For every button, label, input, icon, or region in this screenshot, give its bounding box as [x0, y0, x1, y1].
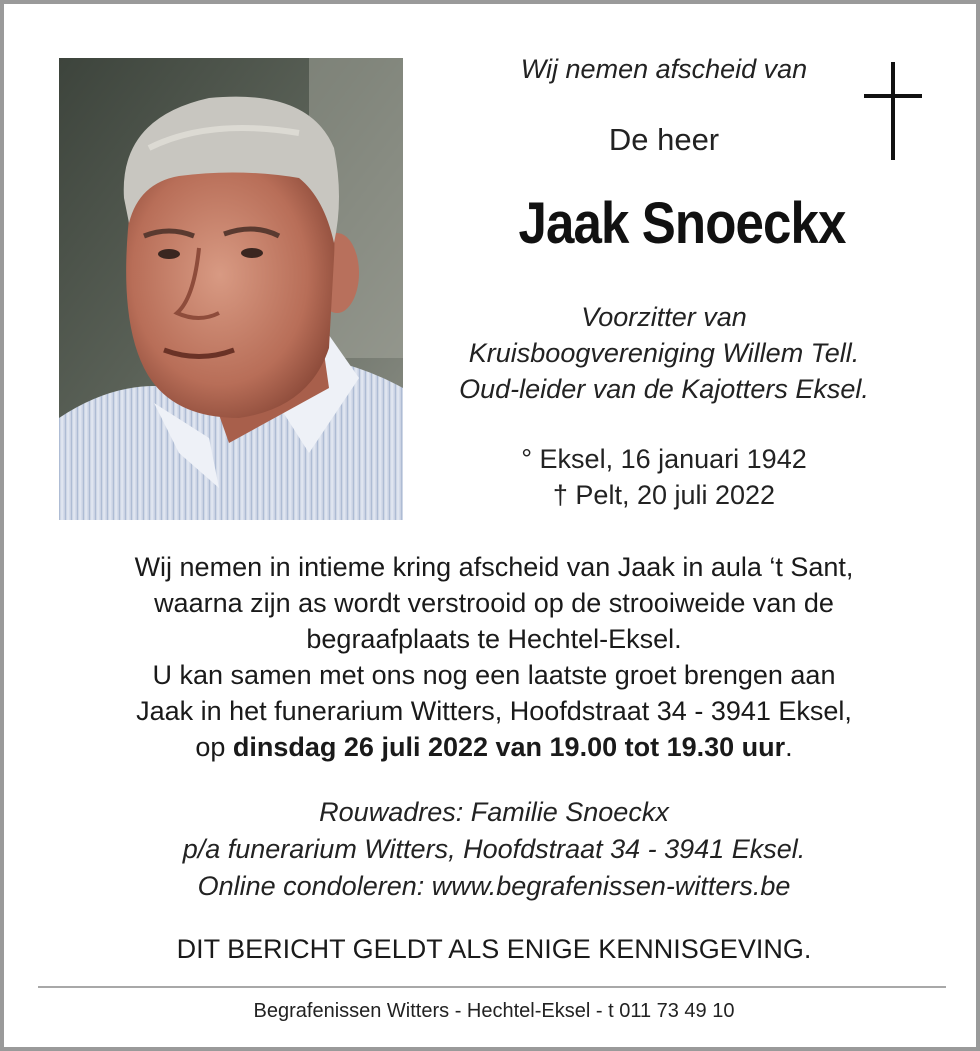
condolence-link[interactable]: Online condoleren: www.begrafenissen-witters.be [197, 871, 791, 901]
role-line: Voorzitter van [581, 302, 747, 332]
visitation-prefix: op [195, 732, 226, 762]
footer-text: Begrafenissen Witters - Hechtel-Eksel - t 011 73 49 10 [253, 1000, 735, 1022]
ceremony-text [44, 549, 944, 765]
visitation-suffix: . [785, 732, 793, 762]
body-line: Jaak in het funerarium Witters, Hoofdstraat 34 - 3941 Eksel, [136, 696, 852, 726]
divider [38, 986, 946, 988]
address-line: p/a funerarium Witters, Hoofdstraat 34 - 3941 Eksel. [182, 834, 806, 864]
address-line: Rouwadres: Familie Snoeckx [319, 797, 669, 827]
visitation-time: dinsdag 26 juli 2022 van 19.00 tot 19.30 uur [232, 732, 786, 762]
body-line: U kan samen met ons nog een laatste groet brengen aan [152, 660, 836, 690]
body-line: waarna zijn as wordt verstrooid op de strooiweide van de [154, 588, 834, 618]
notice-text: DIT BERICHT GELDT ALS ENIGE KENNISGEVING. [176, 934, 812, 964]
role-line: Oud-leider van de Kajotters Eksel. [459, 374, 869, 404]
body-line: Wij nemen in intieme kring afscheid van Jaak in aula ‘t Sant, [134, 552, 854, 582]
life-dates [424, 441, 904, 513]
death-date: † Pelt, 20 juli 2022 [552, 480, 776, 510]
birth-date: ° Eksel, 16 januari 1942 [521, 444, 807, 474]
intro-text: Wij nemen afscheid van [520, 54, 808, 84]
roles [424, 299, 904, 407]
role-line: Kruisboogvereniging Willem Tell. [468, 338, 860, 368]
deceased-name: Jaak Snoeckx [518, 191, 846, 256]
honorific: De heer [608, 122, 720, 157]
portrait-photo [59, 58, 403, 520]
body-line: begraafplaats te Hechtel-Eksel. [306, 624, 682, 654]
mourning-address [44, 794, 944, 905]
visitation-line [44, 729, 944, 765]
